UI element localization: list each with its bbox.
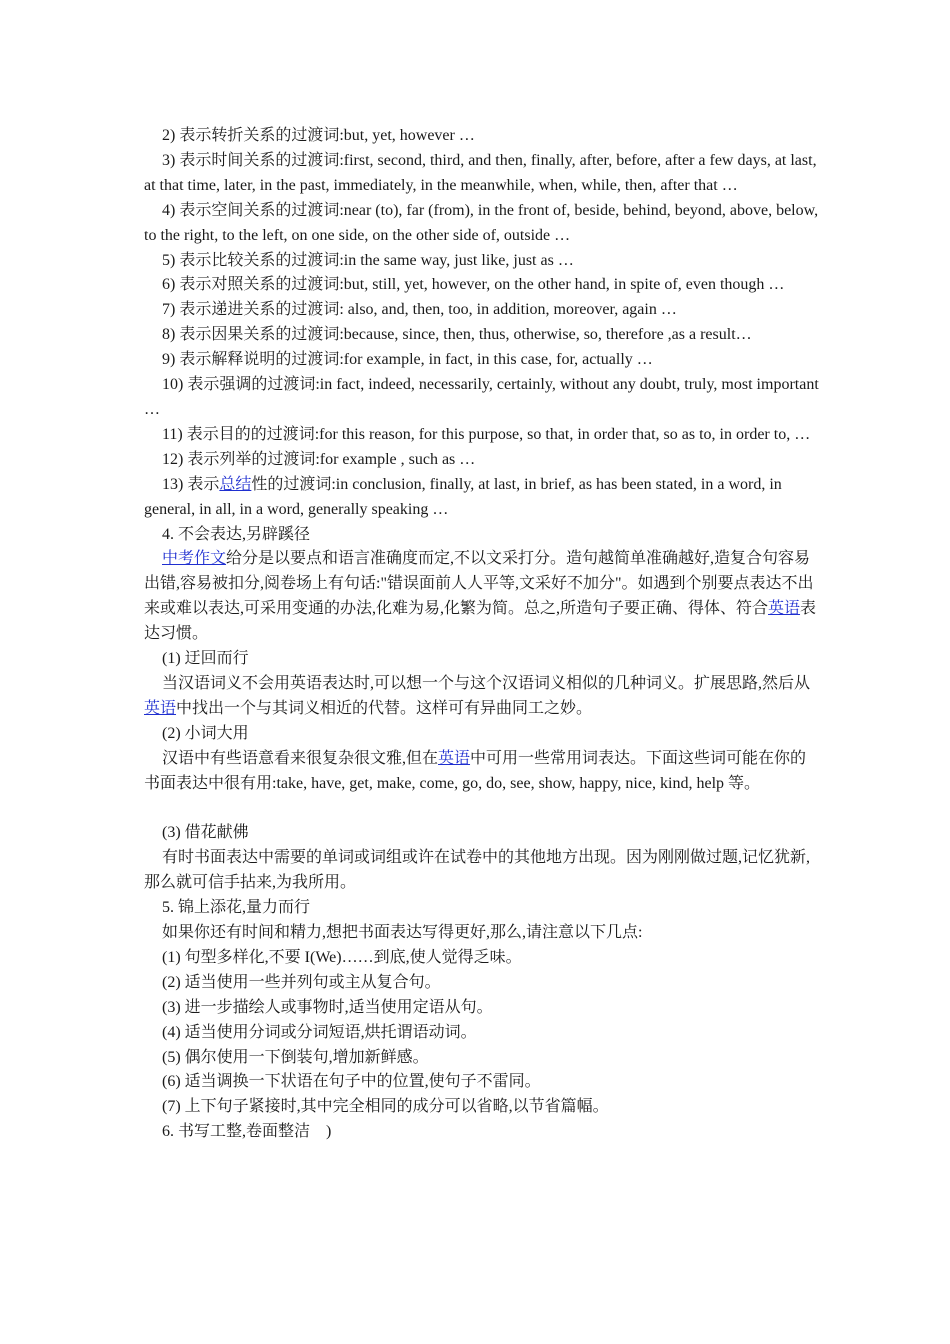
- text-run: 11) 表示目的的过渡词:for this reason, for this purpose, so that, in order that, so as to, in order to, …: [162, 425, 811, 443]
- keyword-link[interactable]: 总结: [219, 475, 252, 493]
- paragraph: [144, 298, 820, 323]
- text-run: 有时书面表达中需要的单词或词组或许在试卷中的其他地方出现。因为刚刚做过题,记忆犹新,那么就可信手拈来,为我所用。: [144, 849, 811, 892]
- text-run: 4) 表示空间关系的过渡词:near (to), far (from), in the front of, beside, behind, beyond, above, below, to the right, to the left, on one side, on the other side of, outside …: [144, 201, 819, 244]
- text-run: 给分是以要点和语言准确度而定,不以文采打分。造句越简单准确越好,造复合句容易出错,容易被扣分,阅卷场上有句话:"错误面前人人平等,文采好不加分"。如遇到个别要点表达不出来或难以表达,可采用变通的办法,化难为易,化繁为简。总之,所造句子要正确、得体、符合: [144, 550, 814, 618]
- text-run: (1) 句型多样化,不要 I(We)……到底,使人觉得乏味。: [162, 948, 522, 966]
- paragraph: [144, 323, 820, 348]
- text-run: 6. 书写工整,卷面整洁 ): [162, 1123, 332, 1141]
- paragraph: [144, 921, 820, 946]
- text-run: 汉语中有些语意看来很复杂很文雅,但在: [162, 749, 439, 767]
- paragraph: [144, 199, 820, 249]
- text-run: 当汉语词义不会用英语表达时,可以想一个与这个汉语词义相似的几种词义。扩展思路,然后从: [162, 674, 811, 692]
- text-run: 性的过渡词:in conclusion, finally, at last, in brief, as has been stated, in a word, in general, in all, in a word, generally speaking …: [144, 475, 782, 518]
- text-run: 10) 表示强调的过渡词:in fact, indeed, necessarily, certainly, without any doubt, truly, most important …: [144, 376, 819, 418]
- text-run: 6) 表示对照关系的过渡词:but, still, yet, however, on the other hand, in spite of, even though …: [162, 276, 785, 294]
- text-run: 如果你还有时间和精力,想把书面表达写得更好,那么,请注意以下几点:: [162, 923, 643, 941]
- text-run: 中找出一个与其词义相近的代替。这样可有异曲同工之妙。: [176, 699, 593, 717]
- text-run: 表达习惯。: [144, 600, 817, 643]
- text-run: (6) 适当调换一下状语在句子中的位置,使句子不雷同。: [162, 1073, 541, 1091]
- paragraph: [144, 448, 820, 473]
- paragraph: [144, 273, 820, 298]
- paragraph: [144, 124, 820, 149]
- paragraph: [144, 373, 820, 423]
- text-run: 5) 表示比较关系的过渡词:in the same way, just like, just as …: [162, 251, 574, 269]
- text-run: 4. 不会表达,另辟蹊径: [162, 525, 311, 543]
- paragraph: [144, 1120, 820, 1145]
- text-run: 13) 表示: [162, 475, 220, 493]
- keyword-link[interactable]: 中考作文: [162, 550, 227, 568]
- paragraph: [144, 722, 820, 747]
- paragraph: [144, 846, 820, 896]
- paragraph: [144, 946, 820, 971]
- paragraph: [144, 821, 820, 846]
- keyword-link[interactable]: 英语: [144, 699, 177, 717]
- text-run: (5) 偶尔使用一下倒装句,增加新鲜感。: [162, 1048, 429, 1066]
- text-run: 12) 表示列举的过渡词:for example , such as …: [162, 450, 476, 468]
- paragraph: [144, 1021, 820, 1046]
- paragraph: [144, 971, 820, 996]
- text-run: 2) 表示转折关系的过渡词:but, yet, however …: [162, 127, 475, 144]
- text-run: (4) 适当使用分词或分词短语,烘托谓语动词。: [162, 1023, 477, 1041]
- paragraph: [144, 672, 820, 722]
- text-run: 5. 锦上添花,量力而行: [162, 899, 311, 917]
- text-run: (1) 迂回而行: [162, 650, 249, 668]
- text-run: 中可用一些常用词表达。下面这些词可能在你的书面表达中很有用:take, have, get, make, come, go, do, see, show, happy, nice, kind, help 等。: [144, 749, 807, 792]
- text-run: (2) 小词大用: [162, 724, 249, 742]
- paragraph: [144, 747, 820, 797]
- blank-line: [144, 796, 820, 821]
- text-run: 9) 表示解释说明的过渡词:for example, in fact, in this case, for, actually …: [162, 351, 653, 369]
- text-run: (3) 借花献佛: [162, 824, 249, 842]
- paragraph: [144, 523, 820, 548]
- paragraph: [144, 149, 820, 199]
- paragraph: [144, 473, 820, 523]
- text-run: (7) 上下句子紧接时,其中完全相同的成分可以省略,以节省篇幅。: [162, 1098, 609, 1116]
- paragraph: [144, 547, 820, 647]
- paragraph: [144, 1046, 820, 1071]
- paragraph: [144, 1070, 820, 1095]
- paragraph: [144, 996, 820, 1021]
- paragraph: [144, 896, 820, 921]
- text-run: 3) 表示时间关系的过渡词:first, second, third, and then, finally, after, before, after a few days, at last, at that time, later, in the past, immediately, in the meanwhile, when, while, then, after that …: [144, 151, 817, 194]
- paragraph: [144, 423, 820, 448]
- text-run: 7) 表示递进关系的过渡词: also, and, then, too, in addition, moreover, again …: [162, 301, 677, 319]
- keyword-link[interactable]: 英语: [768, 600, 801, 618]
- text-run: (2) 适当使用一些并列句或主从复合句。: [162, 973, 441, 991]
- text-run: 8) 表示因果关系的过渡词:because, since, then, thus, otherwise, so, therefore ,as a result…: [162, 326, 752, 344]
- paragraph: [144, 348, 820, 373]
- paragraph: [144, 647, 820, 672]
- paragraph: [144, 249, 820, 274]
- paragraph: [144, 1095, 820, 1120]
- text-run: (3) 进一步描绘人或事物时,适当使用定语从句。: [162, 998, 493, 1016]
- document-body: [144, 124, 820, 1145]
- keyword-link[interactable]: 英语: [438, 749, 471, 767]
